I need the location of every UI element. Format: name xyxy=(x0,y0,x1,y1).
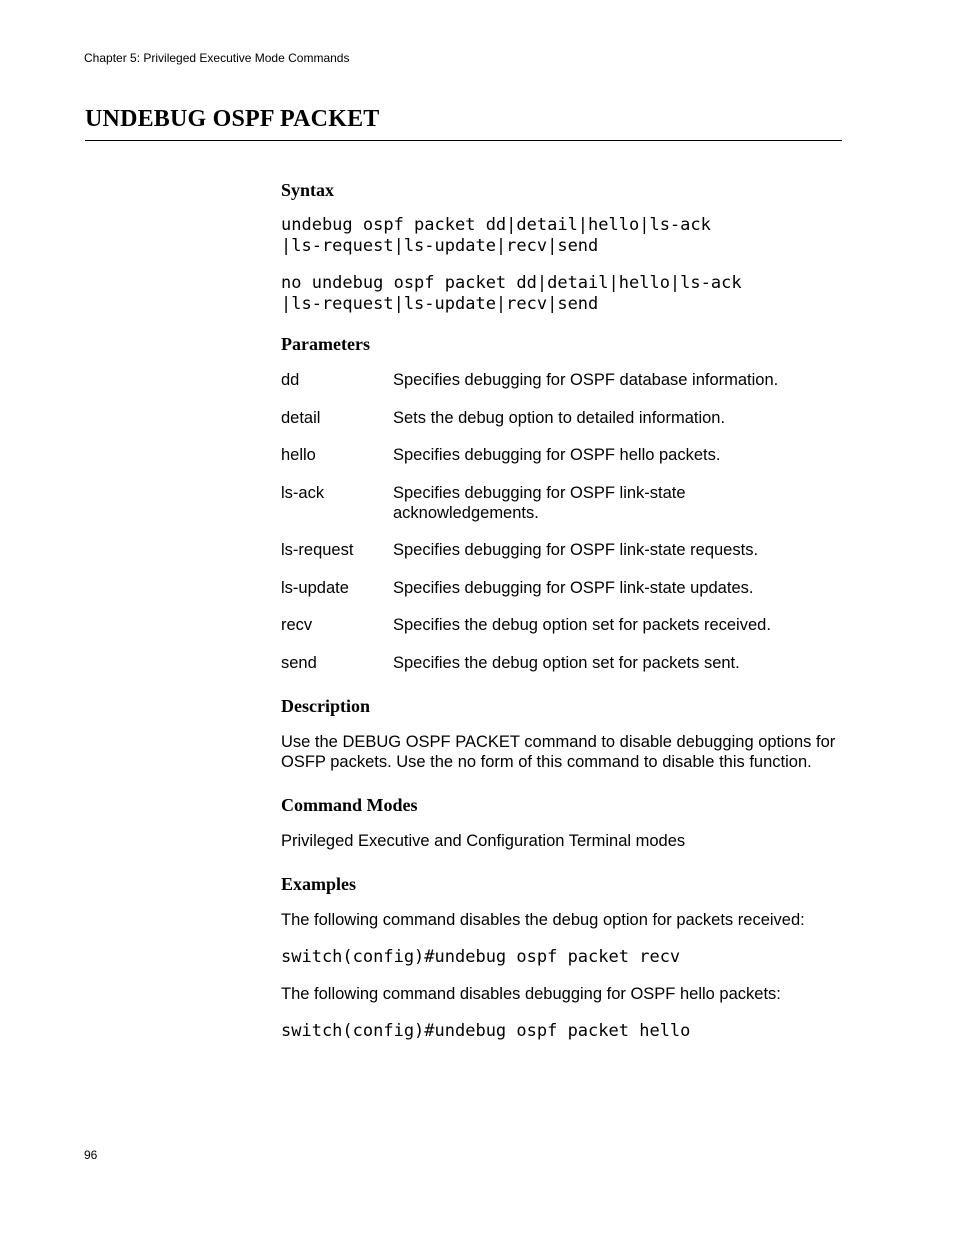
param-row xyxy=(281,615,841,635)
examples-heading: Examples xyxy=(281,873,357,894)
description-heading: Description xyxy=(281,695,370,716)
syntax-line-4: |ls-request|ls-update|recv|send xyxy=(281,294,599,314)
param-row xyxy=(281,445,841,465)
param-desc: Sets the debug option to detailed information. xyxy=(393,408,726,427)
example-intro: The following command disables debugging for OSPF hello packets: xyxy=(281,984,781,1003)
param-name: recv xyxy=(281,616,313,634)
param-row xyxy=(281,483,841,523)
example-command: switch(config)#undebug ospf packet recv xyxy=(281,946,681,967)
param-desc: Specifies the debug option set for packets sent. xyxy=(393,653,740,672)
page-number: 96 xyxy=(84,1148,98,1162)
param-name: detail xyxy=(281,408,321,427)
running-header: Chapter 5: Privileged Executive Mode Commands xyxy=(84,51,350,65)
command-modes-text: Privileged Executive and Configuration Terminal modes xyxy=(281,831,686,850)
param-row xyxy=(281,408,841,428)
syntax-line-1: undebug ospf packet dd|detail|hello|ls-ack xyxy=(281,215,711,235)
param-name: dd xyxy=(281,371,300,389)
command-modes-heading: Command Modes xyxy=(281,794,418,815)
syntax-line-3: no undebug ospf packet dd|detail|hello|ls-ack xyxy=(281,273,742,293)
param-name: hello xyxy=(281,446,316,464)
parameters-heading: Parameters xyxy=(281,334,370,354)
param-name: ls-update xyxy=(281,578,349,597)
syntax-line-2: |ls-request|ls-update|recv|send xyxy=(281,236,599,256)
example-intro: The following command disables the debug option for packets received: xyxy=(281,910,805,929)
example-command: switch(config)#undebug ospf packet hello xyxy=(281,1020,691,1041)
content xyxy=(281,178,841,1042)
param-row xyxy=(281,578,841,598)
page-title: UNDEBUG OSPF PACKET xyxy=(85,106,380,132)
param-desc: Specifies debugging for OSPF database information. xyxy=(393,371,779,389)
param-desc: Specifies debugging for OSPF link-state updates. xyxy=(393,578,754,597)
param-desc: Specifies the debug option set for packets received. xyxy=(393,616,771,634)
param-row xyxy=(281,540,841,560)
param-desc: Specifies debugging for OSPF link-state requests. xyxy=(393,541,759,559)
param-row xyxy=(281,370,841,390)
title-rule xyxy=(85,140,842,141)
param-row xyxy=(281,653,841,673)
param-name: send xyxy=(281,653,317,672)
param-name: ls-request xyxy=(281,541,354,559)
description-text: Use the DEBUG OSPF PACKET command to disable debugging options for OSFP packets. Use the no form of this command to disable this function. xyxy=(281,732,836,771)
syntax-heading: Syntax xyxy=(281,180,335,200)
param-desc: Specifies debugging for OSPF link-state acknowledgements. xyxy=(393,483,686,522)
param-desc: Specifies debugging for OSPF hello packets. xyxy=(393,446,721,464)
param-name: ls-ack xyxy=(281,483,325,502)
